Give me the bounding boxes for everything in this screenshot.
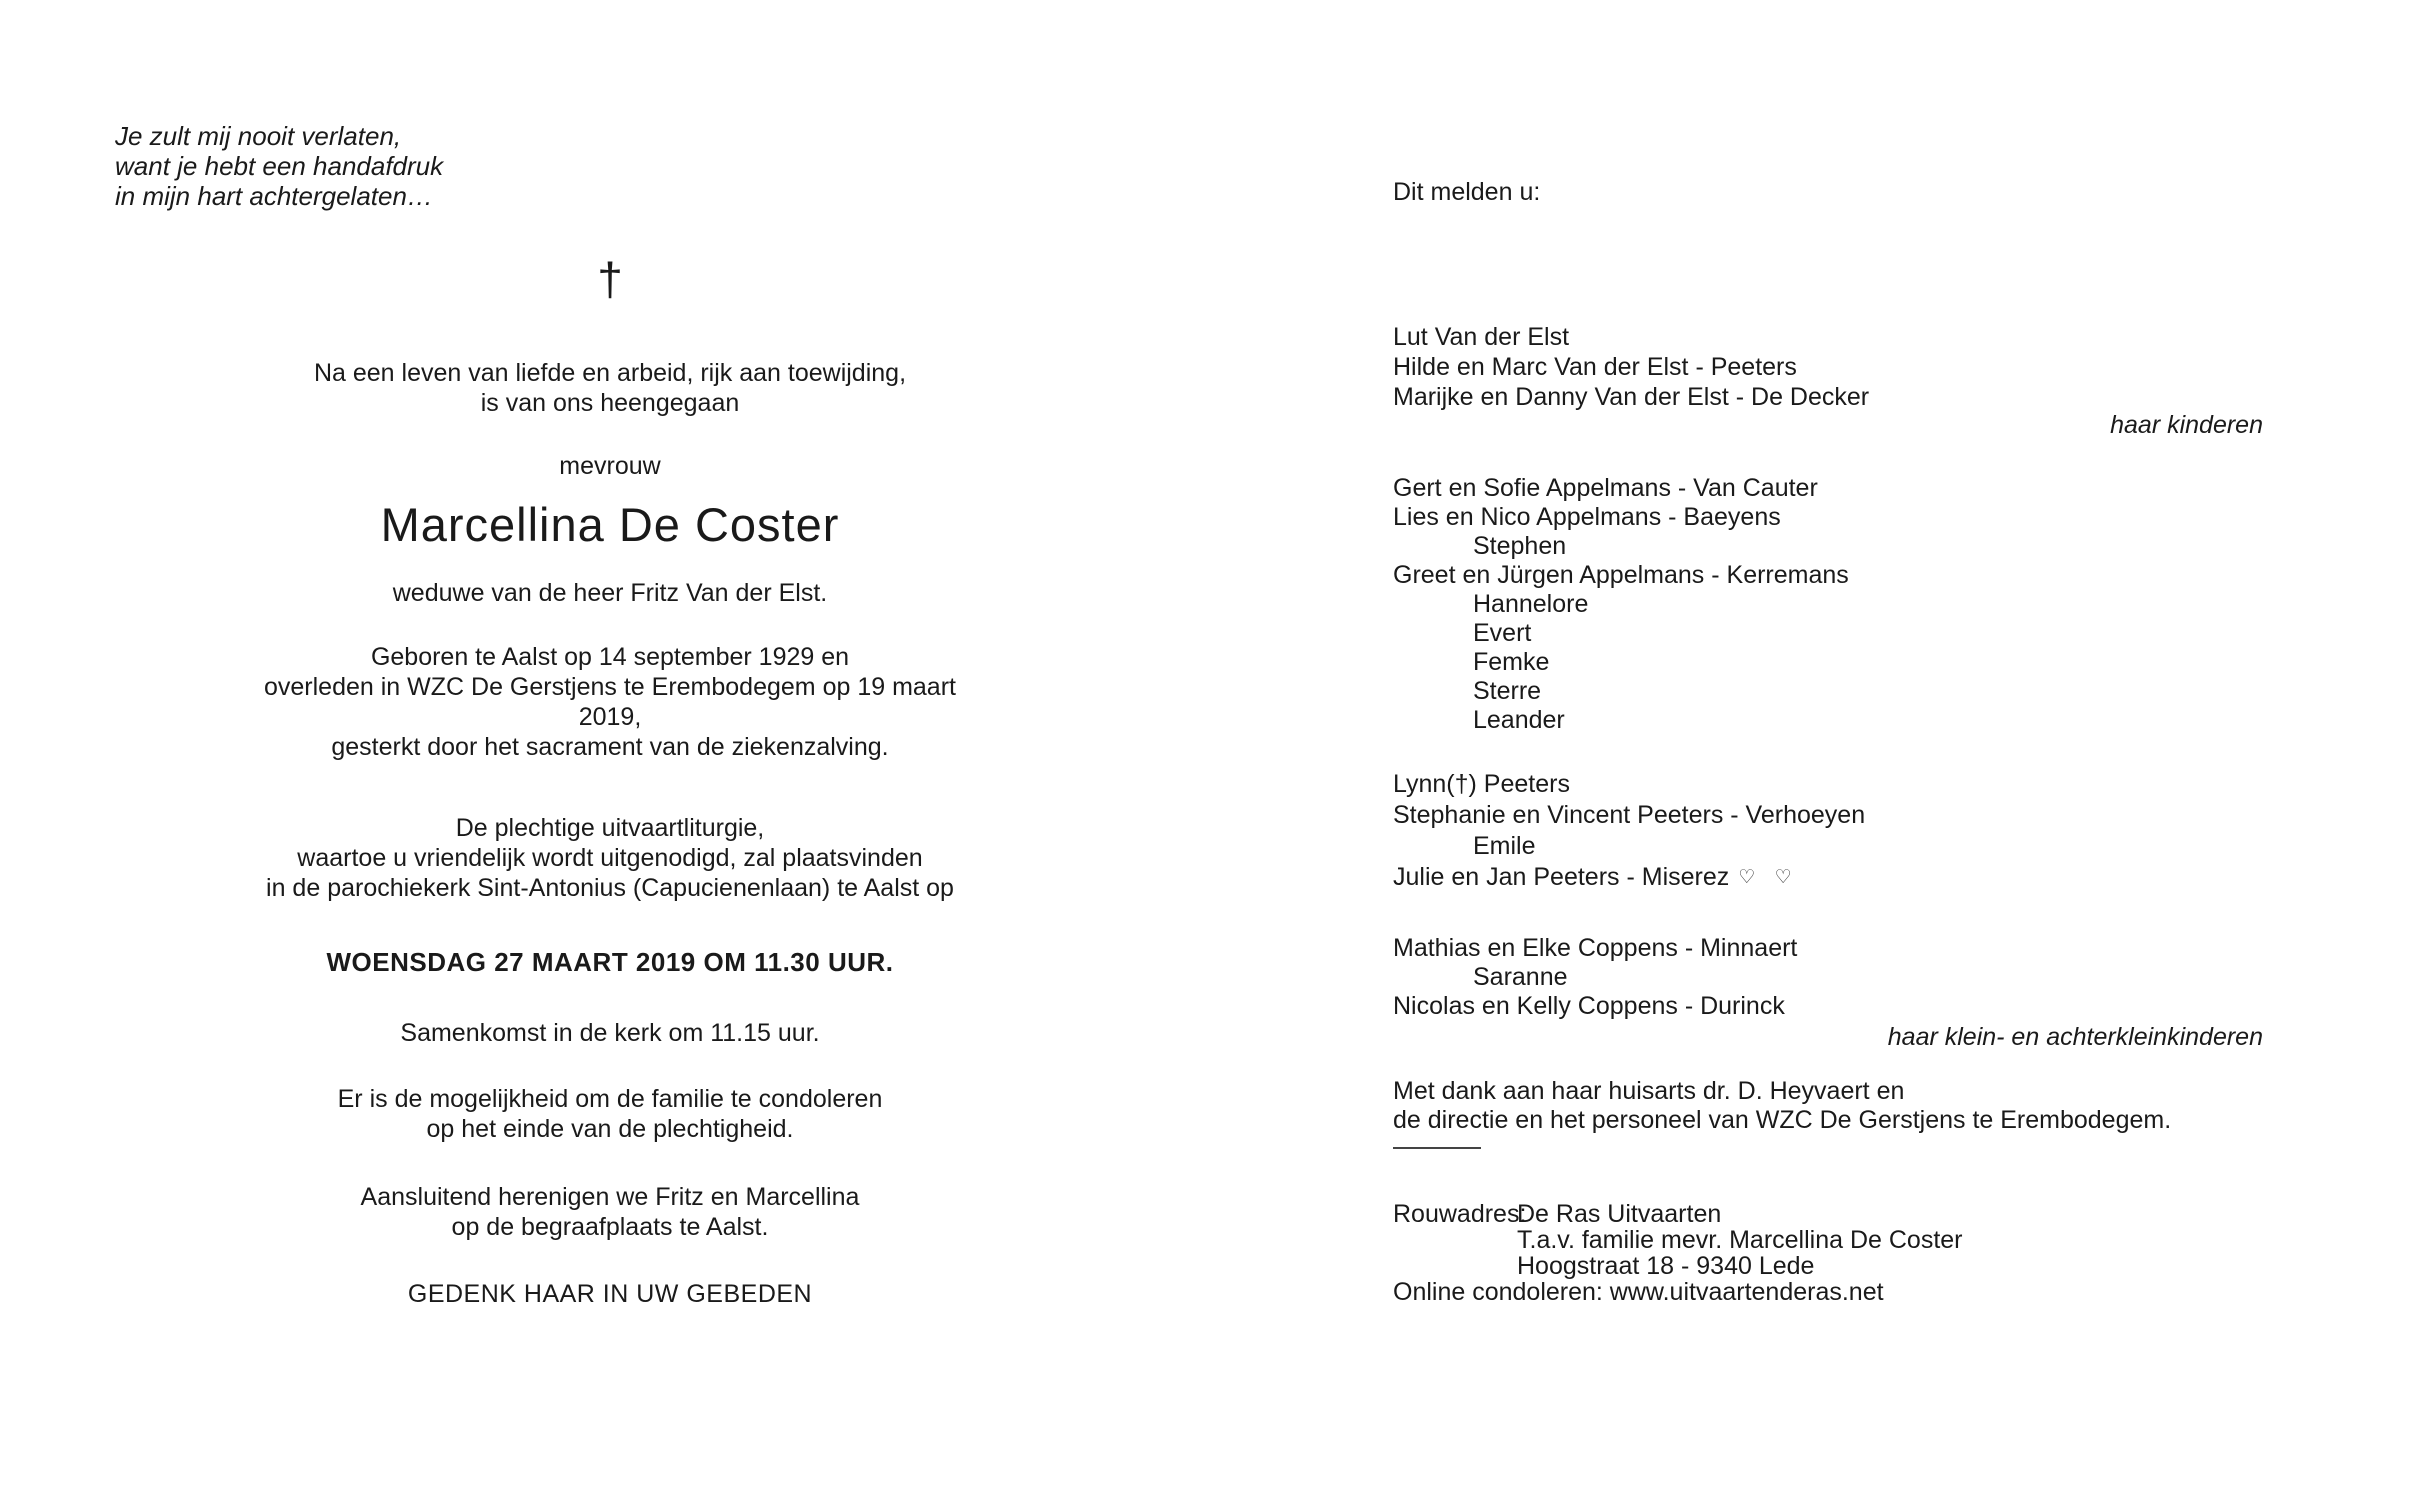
family-member: Lies en Nico Appelmans - Baeyens: [1393, 503, 1781, 531]
online-condolence: Online condoleren: www.uitvaartenderas.net: [1393, 1278, 1884, 1306]
thanks-line: de directie en het personeel van WZC De Gerstjens te Erembodegem.: [1393, 1106, 2172, 1134]
funeral-date: WOENSDAG 27 MAART 2019 OM 11.30 UUR.: [326, 947, 894, 977]
reunion-line: Aansluitend herenigen we Fritz en Marcellina: [360, 1183, 860, 1211]
quote-line: Je zult mij nooit verlaten,: [115, 121, 402, 151]
family-member: Lut Van der Elst: [1393, 323, 1570, 351]
family-member-text: Julie en Jan Peeters - Miserez: [1393, 863, 1730, 891]
family-list-coppens: [1393, 934, 2273, 1021]
intro-line: is van ons heengegaan: [480, 389, 740, 417]
grandchild-name: Stephen: [1473, 532, 1567, 560]
honorific: mevrouw: [559, 452, 661, 480]
reunion-line: op de begraafplaats te Aalst.: [451, 1213, 769, 1241]
children-attribution: [1393, 411, 2263, 440]
condolence-line: op het einde van de plechtigheid.: [426, 1115, 794, 1143]
children-list: [1393, 322, 2273, 412]
liturgy-line: in de parochiekerk Sint-Antonius (Capucienenlaan) te Aalst op: [266, 874, 954, 902]
quote-line: in mijn hart achtergelaten…: [115, 181, 433, 211]
birth-death-line: Geboren te Aalst op 14 september 1929 en: [370, 643, 850, 671]
family-list-peeters: [1393, 769, 2273, 893]
intro-line: Na een leven van liefde en arbeid, rijk aan toewijding,: [313, 359, 907, 387]
family-member: Marijke en Danny Van der Elst - De Decker: [1393, 383, 1870, 411]
address-label: Rouwadres:: [1393, 1200, 1527, 1228]
family-member: Hilde en Marc Van der Elst - Peeters: [1393, 353, 1797, 381]
hearts-icon: ♡ ♡: [1738, 867, 1799, 888]
liturgy-text: [230, 813, 990, 903]
family-member: Mathias en Elke Coppens - Minnaert: [1393, 934, 1798, 962]
widow-line: weduwe van de heer Fritz Van der Elst.: [392, 579, 828, 607]
family-member: Lynn(†) Peeters: [1393, 770, 1570, 798]
address-lines: [1517, 1201, 1963, 1279]
reunion-info: [230, 1182, 990, 1242]
children-attribution-text: haar kinderen: [2110, 411, 2263, 439]
grandchild-name: Leander: [1473, 706, 1565, 734]
family-member: Gert en Sofie Appelmans - Van Cauter: [1393, 474, 1818, 502]
birth-death-line: gesterkt door het sacrament van de ziekenzalving.: [331, 733, 889, 761]
gathering-time: Samenkomst in de kerk om 11.15 uur.: [400, 1019, 820, 1047]
family-list-appelmans: [1393, 474, 2273, 735]
address-line: De Ras Uitvaarten: [1517, 1200, 1722, 1228]
opening-quote: [115, 121, 443, 211]
liturgy-line: De plechtige uitvaartliturgie,: [455, 814, 765, 842]
liturgy-line: waartoe u vriendelijk wordt uitgenodigd, zal plaatsvinden: [297, 844, 923, 872]
family-member: Greet en Jürgen Appelmans - Kerremans: [1393, 561, 1849, 589]
thanks-text: [1393, 1077, 2273, 1135]
remembrance-line: GEDENK HAAR IN UW GEBEDEN: [407, 1280, 813, 1308]
birth-death-text: [230, 642, 990, 762]
grandchild-name: Sterre: [1473, 677, 1542, 705]
family-member: Stephanie en Vincent Peeters - Verhoeyen: [1393, 801, 1866, 829]
quote-line: want je hebt een handafdruk: [115, 151, 444, 181]
divider-line: [1393, 1147, 1481, 1149]
family-member: Nicolas en Kelly Coppens - Durinck: [1393, 992, 1785, 1020]
grandchild-name: Evert: [1473, 619, 1532, 647]
thanks-line: Met dank aan haar huisarts dr. D. Heyvaert en: [1393, 1077, 1905, 1105]
mourning-address: [1393, 1201, 2273, 1279]
birth-death-line: overleden in WZC De Gerstjens te Erembodegem op 19 maart 2019,: [264, 673, 956, 731]
grandchildren-attribution: [1393, 1023, 2263, 1052]
grandchild-name: Emile: [1473, 832, 1536, 860]
grandchild-name: Hannelore: [1473, 590, 1589, 618]
grandchild-name: Femke: [1473, 648, 1550, 676]
deceased-name: Marcellina De Coster: [380, 498, 840, 551]
intro-text: [230, 358, 990, 418]
condolence-line: Er is de mogelijkheid om de familie te condoleren: [337, 1085, 883, 1113]
cross-icon: †: [597, 253, 623, 305]
mourning-address-block: [1393, 1201, 2273, 1305]
condolence-info: [230, 1084, 990, 1144]
grandchild-name: Saranne: [1473, 963, 1568, 991]
grandchildren-attribution-text: haar klein- en achterkleinkinderen: [1887, 1023, 2263, 1051]
address-line: Hoogstraat 18 - 9340 Lede: [1517, 1252, 1815, 1280]
address-line: T.a.v. familie mevr. Marcellina De Coster: [1517, 1226, 1963, 1254]
family-member: [1393, 862, 2273, 893]
announcement-heading: Dit melden u:: [1393, 178, 1541, 206]
